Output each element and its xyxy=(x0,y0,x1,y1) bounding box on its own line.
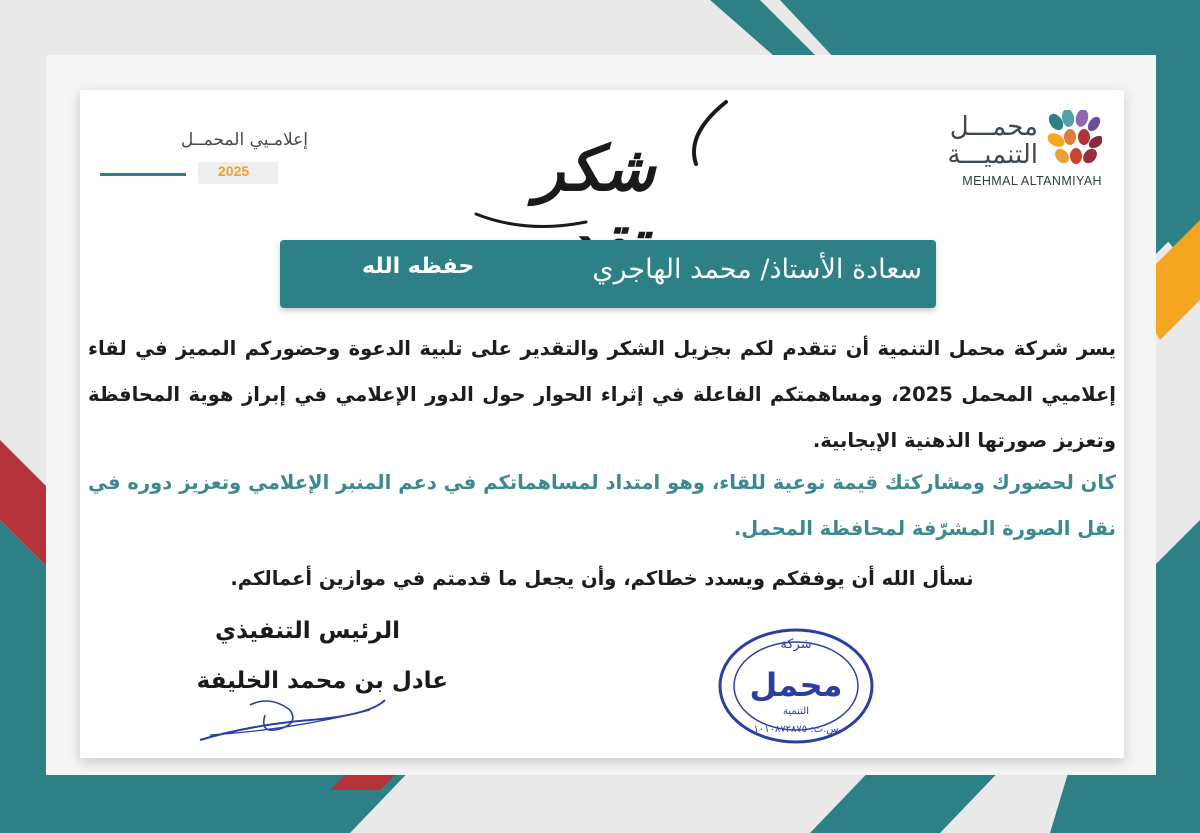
body-paragraph-3: نسأل الله أن يوفقكم ويسدد خطاكم، وأن يجعل ما قدمتم في موازين أعمالكم. xyxy=(230,567,974,590)
event-year: 2025 xyxy=(218,163,250,179)
signatory-role: الرئيس التنفيذي xyxy=(215,618,400,644)
company-stamp xyxy=(716,626,876,746)
stamp-center-text: محمل xyxy=(749,666,843,704)
company-logo xyxy=(912,110,1102,190)
logo-leaf-icon xyxy=(1046,110,1102,166)
logo-arabic-line1: محمـــل xyxy=(949,112,1038,142)
recipient-blessing: حفظه الله xyxy=(362,254,475,279)
certificate-card xyxy=(80,90,1124,758)
handwritten-signature xyxy=(190,680,390,750)
stamp-number-text: س.ت: ١٠١٠٨٧٢٨٧٥ xyxy=(753,724,839,735)
stamp-top-text: شركة xyxy=(780,637,812,652)
body-paragraph-2: كان لحضورك ومشاركتك قيمة نوعية للقاء، وهو امتداد لمساهماتكم في دعم المنبر الإعلامي وتعزيز دوره في نقل الصورة المشرّفة لمحافظة المحمل. xyxy=(88,471,1116,540)
logo-arabic-line2: التنميـــة xyxy=(947,140,1038,170)
body-paragraph-1: يسر شركة محمل التنمية أن تتقدم لكم بجزيل الشكر والتقدير على تلبية الدعوة وحضوركم المميز في لقاء إعلاميي المحمل 2025، ومساهمتكم الفاعلة في إثراء الحوار حول الدور الإعلامي في إبراز هوية المحافظة وتعزيز صورتها الذهنية الإيجابية. xyxy=(88,337,1116,452)
signatory-name: عادل بن محمد الخليفة xyxy=(196,668,448,694)
stamp-sub-text: التنمية xyxy=(782,706,810,717)
recipient-name: سعادة الأستاذ/ محمد الهاجري xyxy=(592,254,922,285)
event-tag xyxy=(98,130,308,190)
event-title: إعلامـيي المحمــل xyxy=(180,130,308,150)
event-underline xyxy=(100,173,186,176)
logo-english-name: MEHMAL ALTANMIYAH xyxy=(962,174,1102,188)
certificate-title: شكر xyxy=(534,132,656,205)
recipient-banner xyxy=(280,240,936,308)
